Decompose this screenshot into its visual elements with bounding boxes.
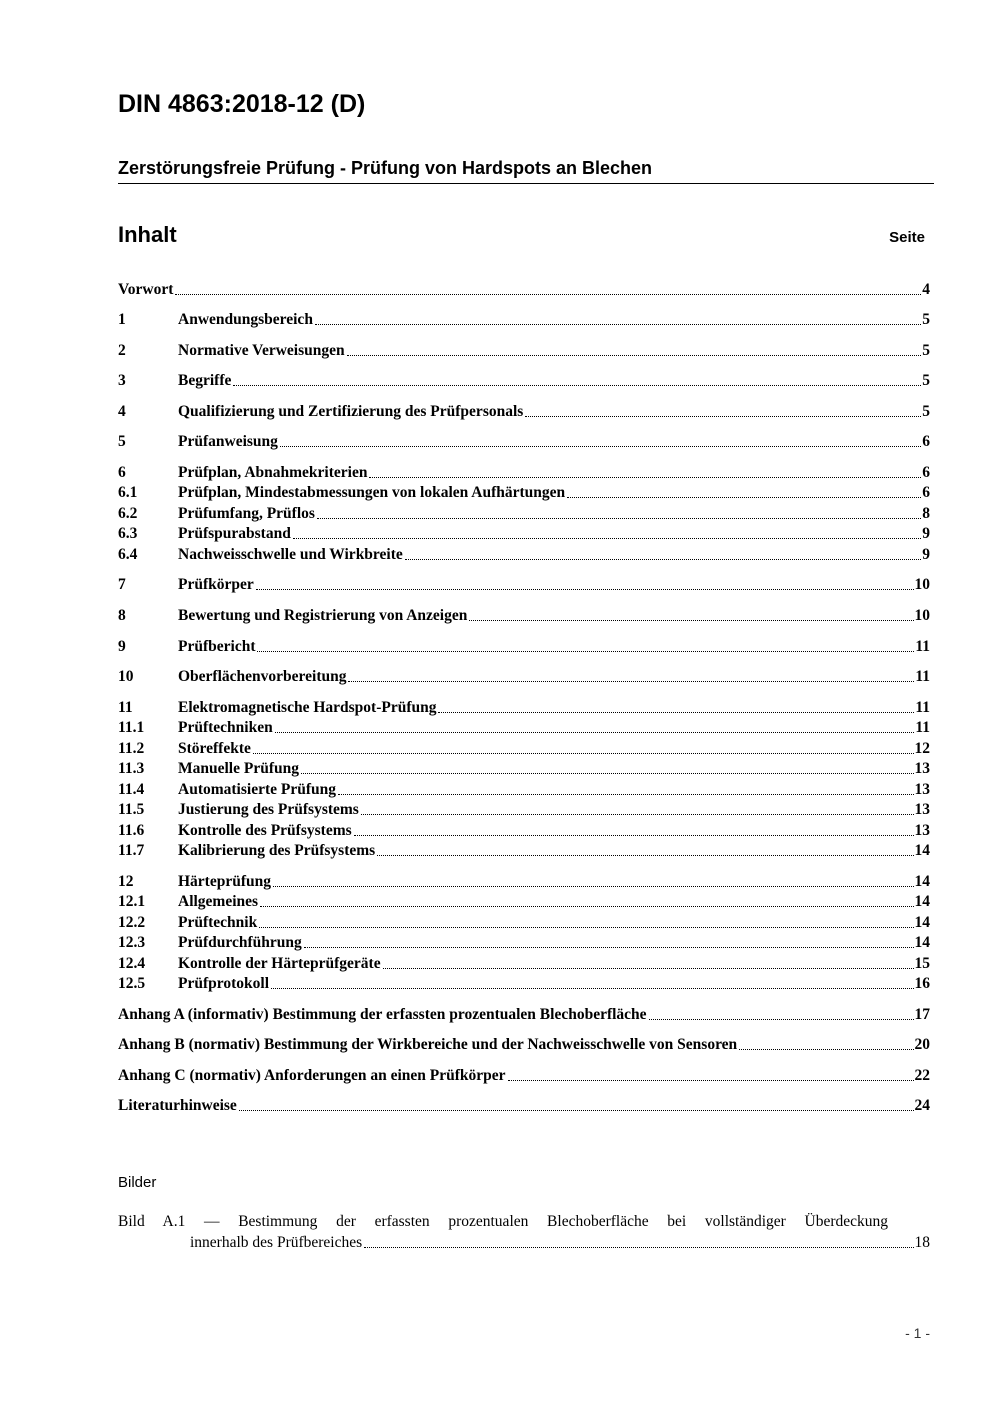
toc-entry-title: Vorwort <box>118 281 174 298</box>
toc-entry-page: 11 <box>915 719 930 736</box>
toc-entry-number: 7 <box>118 576 126 593</box>
toc-entry-page: 16 <box>914 975 930 992</box>
toc-entry[interactable] <box>118 483 930 503</box>
toc-entry[interactable] <box>118 739 930 759</box>
toc-entry-title: Automatisierte Prüfung <box>178 781 336 798</box>
dot-leader <box>315 324 921 325</box>
toc-entry[interactable] <box>118 1005 930 1025</box>
dot-leader <box>649 1019 914 1020</box>
document-subtitle: Zerstörungsfreie Prüfung - Prüfung von Hardspots an Blechen <box>118 158 653 178</box>
toc-entry-title: Anhang B (normativ) Bestimmung der Wirkbereiche und der Nachweisschwelle von Sensoren <box>118 1036 738 1053</box>
dot-leader <box>567 497 921 498</box>
toc-entry-page: 8 <box>922 505 930 522</box>
toc-entry-title: Härteprüfung <box>178 873 271 890</box>
toc-entry-number: 5 <box>118 433 126 450</box>
toc-entry-page: 24 <box>914 1097 930 1114</box>
dot-leader <box>354 835 914 836</box>
toc-entry-number: 12.5 <box>118 975 146 992</box>
dot-leader <box>361 814 914 815</box>
toc-entry-number: 6 <box>118 464 126 481</box>
toc-entry-page: 5 <box>922 342 930 359</box>
toc-entry-page: 5 <box>922 403 930 420</box>
toc-entry-page: 14 <box>914 934 930 951</box>
toc-entry-page: 14 <box>914 893 930 910</box>
toc-entry-number: 11.2 <box>118 740 145 757</box>
dot-leader <box>260 906 913 907</box>
dot-leader <box>256 589 914 590</box>
toc-entry[interactable] <box>118 954 930 974</box>
toc-entry-number: 4 <box>118 403 126 420</box>
toc-entry[interactable] <box>118 841 930 861</box>
toc-entry-number: 12 <box>118 873 134 890</box>
toc-entry-page: 15 <box>914 955 930 972</box>
toc-entry[interactable] <box>118 504 930 524</box>
toc-entry[interactable] <box>118 759 930 779</box>
toc-entry[interactable] <box>118 800 930 820</box>
toc-entry-page: 13 <box>914 801 930 818</box>
toc-entry-title: Oberflächenvorbereitung <box>178 668 347 685</box>
toc-entry-page: 12 <box>914 740 930 757</box>
dot-leader <box>369 477 921 478</box>
dot-leader <box>338 794 914 795</box>
dot-leader <box>257 651 914 652</box>
toc-entry[interactable] <box>118 821 930 841</box>
dot-leader <box>301 773 914 774</box>
page-number: - 1 - <box>905 1325 930 1341</box>
toc-entry-title: Justierung des Prüfsystems <box>178 801 359 818</box>
toc-entry-number: 10 <box>118 668 134 685</box>
toc-entry-title: Kalibrierung des Prüfsystems <box>178 842 376 859</box>
toc-entry-title: Kontrolle der Härteprüfgeräte <box>178 955 381 972</box>
toc-entry-page: 9 <box>922 546 930 563</box>
toc-entry-number: 11.4 <box>118 781 145 798</box>
toc-entry-title: Begriffe <box>178 372 232 389</box>
toc-entry-title: Nachweisschwelle und Wirkbreite <box>178 546 403 563</box>
toc-entry-number: 12.2 <box>118 914 146 931</box>
toc-entry-page: 5 <box>922 311 930 328</box>
toc-entry[interactable] <box>118 371 930 391</box>
toc-entry-number: 6.1 <box>118 484 138 501</box>
toc-entry[interactable] <box>118 432 930 452</box>
toc-entry-page: 13 <box>914 760 930 777</box>
dot-leader <box>275 732 915 733</box>
toc-entry-number: 2 <box>118 342 126 359</box>
dot-leader <box>271 988 914 989</box>
dot-leader <box>469 620 913 621</box>
toc-entry-page: 20 <box>914 1036 930 1053</box>
toc-entry-title: Prüfanweisung <box>178 433 278 450</box>
toc-entry-title: Prüfprotokoll <box>178 975 269 992</box>
toc-entry-number: 1 <box>118 311 126 328</box>
dot-leader <box>317 518 921 519</box>
dot-leader <box>405 559 921 560</box>
toc-entry-page: 22 <box>914 1067 930 1084</box>
dot-leader <box>508 1080 914 1081</box>
standard-id: DIN 4863:2018-12 (D) <box>118 90 366 118</box>
toc-entry-page: 14 <box>914 842 930 859</box>
dot-leader <box>304 947 914 948</box>
toc-entry-number: 11.3 <box>118 760 145 777</box>
toc-entry-title: Bewertung und Registrierung von Anzeigen <box>178 607 468 624</box>
dot-leader <box>233 385 921 386</box>
toc-entry-number: 12.3 <box>118 934 146 951</box>
toc-entry-page: 14 <box>914 914 930 931</box>
toc-entry[interactable] <box>118 933 930 953</box>
dot-leader <box>273 886 914 887</box>
toc-entry-page: 6 <box>922 464 930 481</box>
toc-entry[interactable] <box>118 402 930 422</box>
dot-leader <box>293 538 921 539</box>
toc-entry-number: 8 <box>118 607 126 624</box>
dot-leader <box>377 855 913 856</box>
toc-entry-title: Anhang A (informativ) Bestimmung der erfassten prozentualen Blechoberfläche <box>118 1006 647 1023</box>
toc-entry-title: Allgemeines <box>178 893 259 910</box>
toc-entry-title: Prüftechnik <box>178 914 258 931</box>
figure-entry-line2[interactable] <box>190 1233 930 1253</box>
toc-entry-page: 10 <box>914 576 930 593</box>
toc-entry[interactable] <box>118 780 930 800</box>
toc-entry[interactable] <box>118 463 930 483</box>
toc-entry-title: Elektromagnetische Hardspot-Prüfung <box>178 699 437 716</box>
toc-entry-title: Prüfdurchführung <box>178 934 302 951</box>
toc-entry-title: Literaturhinweise <box>118 1097 237 1114</box>
toc-entry-number: 9 <box>118 638 126 655</box>
toc-entry-title: Anwendungsbereich <box>178 311 313 328</box>
toc-entry-title: Anhang C (normativ) Anforderungen an einen Prüfkörper <box>118 1067 506 1084</box>
toc-entry[interactable] <box>118 974 930 994</box>
figure-entry-page: 18 <box>914 1234 930 1251</box>
dot-leader <box>525 416 921 417</box>
toc-heading: Inhalt <box>118 222 177 247</box>
toc-entry-page: 11 <box>915 699 930 716</box>
toc-entry-page: 5 <box>922 372 930 389</box>
dot-leader <box>739 1049 913 1050</box>
toc-entry-number: 12.1 <box>118 893 146 910</box>
toc-entry[interactable] <box>118 698 930 718</box>
dot-leader <box>259 927 913 928</box>
toc-entry[interactable] <box>118 718 930 738</box>
page-column-label: Seite <box>889 229 925 246</box>
toc-entry[interactable] <box>118 913 930 933</box>
toc-entry-title: Normative Verweisungen <box>178 342 345 359</box>
toc-entry-title: Störeffekte <box>178 740 251 757</box>
toc-entry[interactable] <box>118 1096 930 1116</box>
toc-entry[interactable] <box>118 606 930 626</box>
figure-entry-title-continued: innerhalb des Prüfbereiches <box>190 1234 363 1251</box>
dot-leader <box>280 446 921 447</box>
toc-entry-title: Prüfspurabstand <box>178 525 291 542</box>
toc-entry-title: Prüfumfang, Prüflos <box>178 505 315 522</box>
toc-entry[interactable] <box>118 280 930 300</box>
toc-entry-number: 11.7 <box>118 842 145 859</box>
toc-entry-title: Prüfplan, Mindestabmessungen von lokalen Aufhärtungen <box>178 484 566 501</box>
toc-entry-number: 11.6 <box>118 822 145 839</box>
toc-entry-page: 11 <box>915 638 930 655</box>
toc-entry-title: Prüftechniken <box>178 719 273 736</box>
toc-entry-number: 6.2 <box>118 505 138 522</box>
toc-entry[interactable] <box>118 575 930 595</box>
toc-entry-title: Prüfplan, Abnahmekriterien <box>178 464 368 481</box>
toc-entry-title: Manuelle Prüfung <box>178 760 299 777</box>
toc-entry-number: 3 <box>118 372 126 389</box>
toc-entry[interactable] <box>118 872 930 892</box>
toc-entry-title: Qualifizierung und Zertifizierung des Prüfpersonals <box>178 403 524 420</box>
toc-entry-page: 6 <box>922 484 930 501</box>
toc-entry[interactable] <box>118 545 930 565</box>
toc-entry[interactable] <box>118 1066 930 1086</box>
dot-leader <box>347 355 922 356</box>
dot-leader <box>383 968 914 969</box>
toc-entry-number: 12.4 <box>118 955 146 972</box>
toc-entry[interactable] <box>118 637 930 657</box>
title-rule <box>118 183 934 184</box>
toc-entry-page: 4 <box>922 281 930 298</box>
dot-leader <box>348 681 914 682</box>
toc-entry-page: 11 <box>915 668 930 685</box>
toc-entry-title: Prüfbericht <box>178 638 256 655</box>
toc-entry-number: 6.4 <box>118 546 138 563</box>
toc-entry-page: 14 <box>914 873 930 890</box>
toc-entry-number: 11.1 <box>118 719 145 736</box>
dot-leader <box>253 753 914 754</box>
dot-leader <box>364 1247 913 1248</box>
toc-entry-number: 11 <box>118 699 133 716</box>
dot-leader <box>438 712 914 713</box>
toc-entry[interactable] <box>118 310 930 330</box>
toc-entry-page: 6 <box>922 433 930 450</box>
dot-leader <box>239 1110 914 1111</box>
toc-entry-number: 6.3 <box>118 525 138 542</box>
toc-entry[interactable] <box>118 524 930 544</box>
toc-entry[interactable] <box>118 341 930 361</box>
toc-entry-page: 9 <box>922 525 930 542</box>
toc-entry-number: 11.5 <box>118 801 145 818</box>
toc-entry-title: Kontrolle des Prüfsystems <box>178 822 352 839</box>
toc-entry-title: Prüfkörper <box>178 576 254 593</box>
toc-entry-page: 13 <box>914 781 930 798</box>
toc-entry[interactable] <box>118 892 930 912</box>
toc-entry-page: 17 <box>914 1006 930 1023</box>
dot-leader <box>175 294 921 295</box>
toc-entry[interactable] <box>118 1035 930 1055</box>
figure-entry-line1[interactable]: Bild A.1 — Bestimmung der erfassten prozentualen Blechoberfläche bei vollständiger Überdeckung <box>118 1213 888 1230</box>
toc-entry[interactable] <box>118 667 930 687</box>
toc-entry-page: 10 <box>914 607 930 624</box>
figures-heading: Bilder <box>118 1174 157 1191</box>
toc-entry-page: 13 <box>914 822 930 839</box>
